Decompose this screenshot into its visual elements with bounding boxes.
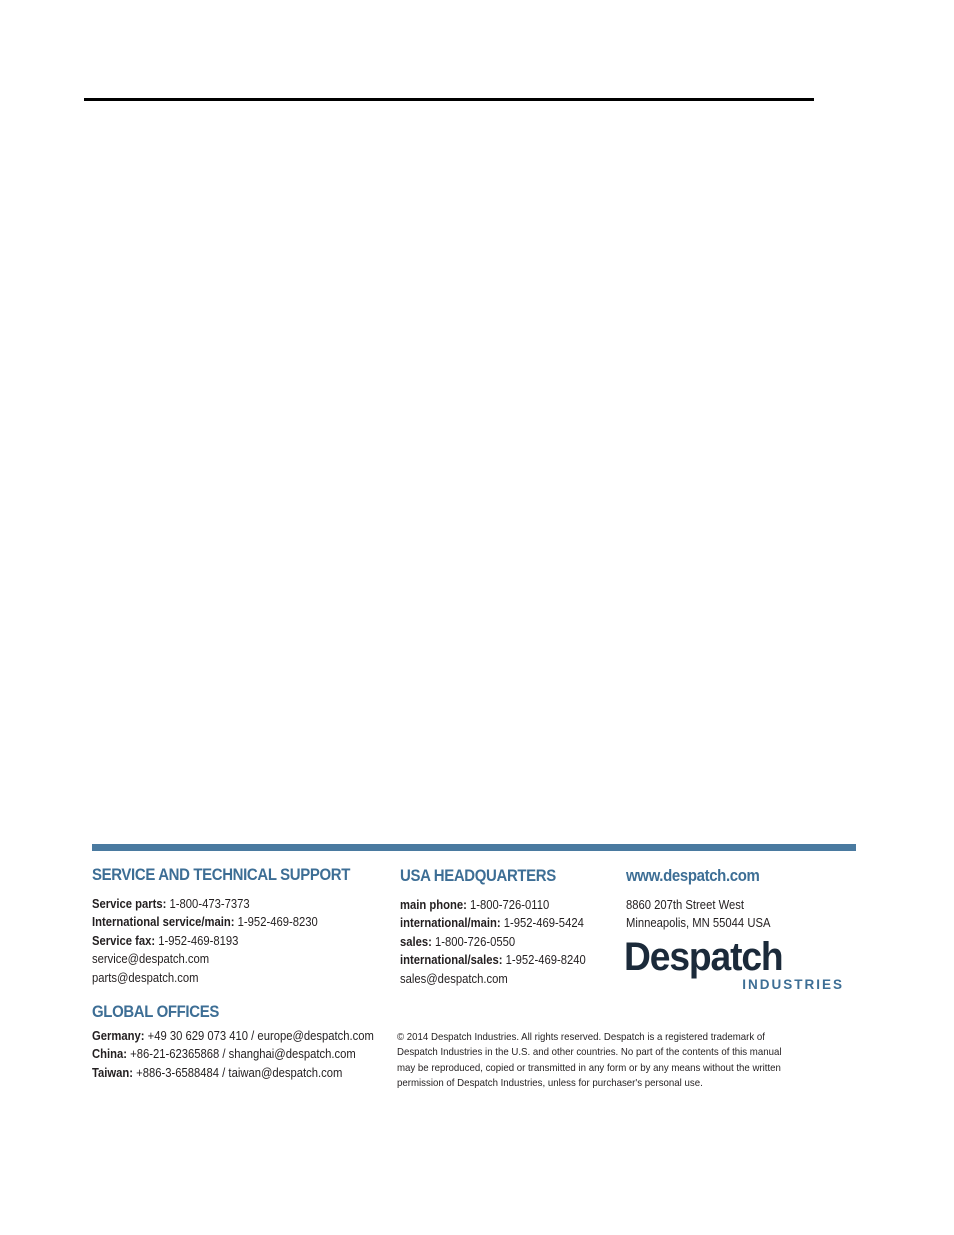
address-city: Minneapolis, MN 55044 USA [626, 916, 771, 931]
service-heading: SERVICE AND TECHNICAL SUPPORT [92, 865, 351, 884]
despatch-logo [624, 935, 846, 995]
logo-subtitle: INDUSTRIES [742, 977, 844, 992]
copyright-line: Despatch Industries in the U.S. and other countries. No part of the contents of this manual [397, 1046, 782, 1059]
copyright-notice [397, 1030, 781, 1091]
office-china: China: +86-21-62365868 / shanghai@despatch.com [92, 1047, 356, 1062]
parts-email-link[interactable]: parts@despatch.com [92, 970, 199, 985]
sales-email-link[interactable]: sales@despatch.com [400, 971, 508, 986]
usa-contact-block [400, 896, 586, 988]
service-parts-line: Service parts: 1-800-473-7373 [92, 897, 250, 911]
office-taiwan: Taiwan: +886-3-6588484 / taiwan@despatch.com [92, 1065, 343, 1080]
copyright-line: © 2014 Despatch Industries. All rights reserved. Despatch is a registered trademark of [397, 1031, 765, 1043]
global-offices-block [92, 1027, 374, 1082]
logo-wordmark: Despatch [624, 935, 783, 979]
international-service-line: International service/main: 1-952-469-8230 [92, 915, 318, 930]
address-street: 8860 207th Street West [626, 898, 744, 912]
top-divider [84, 98, 814, 101]
main-phone-line: main phone: 1-800-726-0110 [400, 898, 550, 912]
sales-phone-line: sales: 1-800-726-0550 [400, 934, 516, 949]
service-email-link[interactable]: service@despatch.com [92, 952, 210, 967]
international-sales-line: international/sales: 1-952-469-8240 [400, 953, 586, 968]
footer-divider [92, 844, 856, 851]
address-block [626, 896, 770, 933]
global-offices-heading: GLOBAL OFFICES [92, 1002, 219, 1021]
service-fax-line: Service fax: 1-952-469-8193 [92, 933, 239, 948]
website-link[interactable]: www.despatch.com [626, 866, 760, 885]
copyright-line: may be reproduced, copied or transmitted in any form or by any means without the written [397, 1061, 781, 1074]
usa-heading: USA HEADQUARTERS [400, 866, 556, 885]
office-germany: Germany: +49 30 629 073 410 / europe@despatch.com [92, 1029, 374, 1043]
international-main-line: international/main: 1-952-469-5424 [400, 916, 584, 931]
service-contact-block [92, 895, 318, 987]
copyright-line: permission of Despatch Industries, unless for purchaser's personal use. [397, 1076, 703, 1089]
